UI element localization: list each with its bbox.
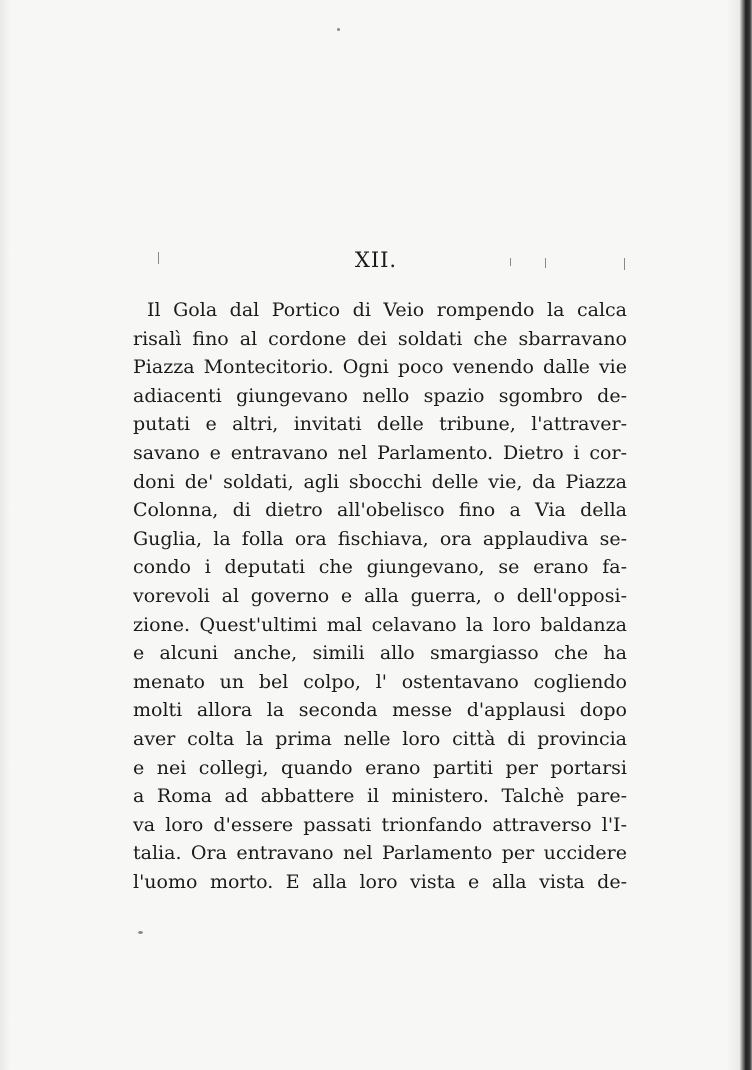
paper-speck — [337, 28, 340, 31]
text-line: molti allora la seconda messe d'applausi dopo — [133, 699, 627, 722]
chapter-heading: XII. — [354, 248, 398, 272]
text-line: doni de' soldati, agli sbocchi delle vie, da Piazza — [133, 470, 627, 493]
text-line: e alcuni anche, simili allo smargiasso che ha — [133, 642, 627, 665]
text-line: zione. Quest'ultimi mal celavano la loro baldanza — [133, 613, 627, 636]
text-line: va loro d'essere passati trionfando attraverso l'I- — [133, 813, 627, 836]
text-line: Colonna, di dietro all'obelisco fino a Via della — [133, 499, 627, 522]
text-line: condo i deputati che giungevano, se erano fa- — [133, 556, 627, 579]
text-line: Il Gola dal Portico di Veio rompendo la calca — [147, 299, 627, 321]
text-line: vorevoli al governo e alla guerra, o dell'opposi- — [133, 584, 627, 607]
text-line: e nei collegi, quando erano partiti per portarsi — [133, 756, 627, 779]
paper-speck — [138, 931, 143, 934]
text-line: a Roma ad abbattere il ministero. Talchè pare- — [133, 785, 627, 808]
text-line: risalì fino al cordone dei soldati che sbarravano — [133, 327, 627, 350]
page-left-shadow — [0, 0, 10, 1070]
text-line: adiacenti giungevano nello spazio sgombro de- — [133, 384, 627, 407]
text-line: Piazza Montecitorio. Ogni poco venendo dalle vie — [133, 356, 627, 379]
text-line: talia. Ora entravano nel Parlamento per uccidere — [133, 842, 627, 865]
body-text — [133, 296, 627, 896]
text-line: aver colta la prima nelle loro città di provincia — [133, 727, 627, 750]
text-line: l'uomo morto. E alla loro vista e alla vista de- — [133, 870, 627, 893]
text-line: savano e entravano nel Parlamento. Dietro i cor- — [133, 441, 627, 464]
binding-shadow — [726, 0, 740, 1070]
text-line: menato un bel colpo, l' ostentavano cogliendo — [133, 670, 627, 693]
binding-edge — [740, 0, 752, 1070]
text-line: putati e altri, invitati delle tribune, l'attraver- — [133, 413, 627, 436]
text-line: Guglia, la folla ora fischiava, ora applaudiva se- — [133, 527, 627, 550]
